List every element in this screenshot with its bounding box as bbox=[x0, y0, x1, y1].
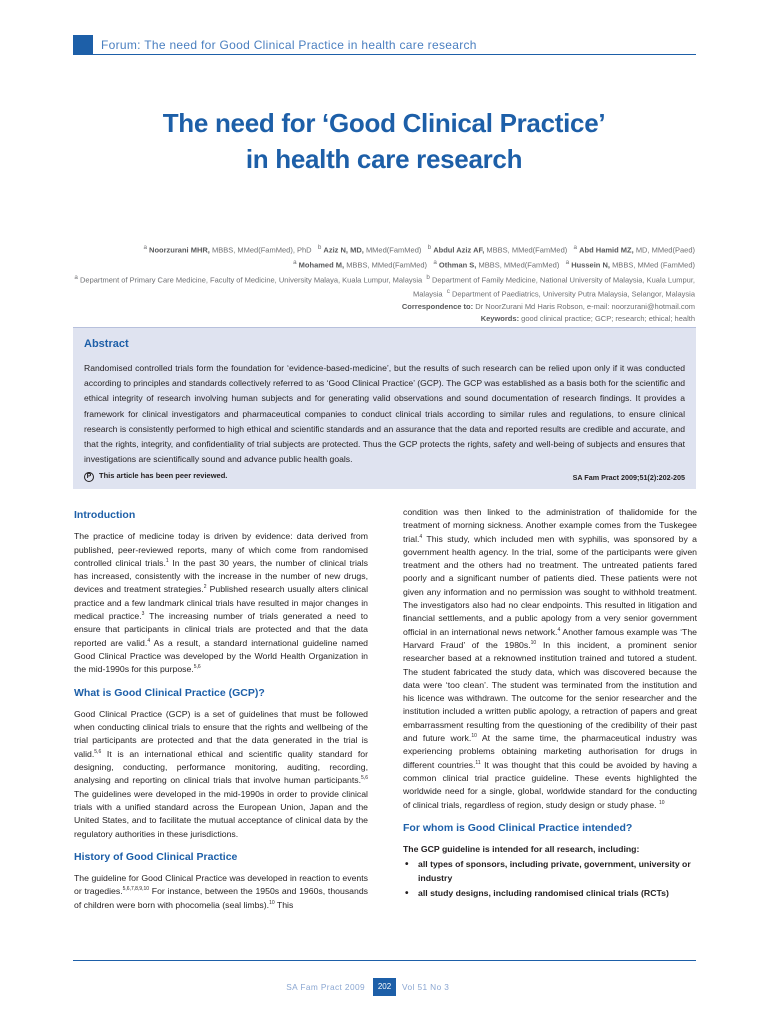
footer-volume: Vol 51 No 3 bbox=[402, 982, 450, 992]
header-block bbox=[73, 35, 93, 55]
right-column bbox=[403, 506, 697, 900]
intro-paragraph: The practice of medicine today is driven by evidence: data derived from published, peer-reviewed reports, many of which come from randomised controlled clinical trials.$^1$ In the past 30 years, the number of clinical trials has increased, consistently with the increase in the number of new drugs, devices and treatment strategies.$^2$ Published research usually alters clinical practice and a few landmark clinical trials have resulted in major changes in medical practice.$^3$ The increasing number of trials generated a need to ensure that participants in clinical trials are protected and that the data reported are valid.$^4$ As a result, a standard international guideline named Good Clinical Practice was developed by the World Health Organization in the mid-1990s for this purpose.$^{5,6}$ bbox=[74, 531, 368, 675]
header-title: The need for Good Clinical Practice in health care research bbox=[144, 38, 477, 52]
footer-journal: SA Fam Pract 2009 bbox=[286, 982, 365, 992]
what-is-heading: What is Good Clinical Practice (GCP)? bbox=[74, 686, 265, 699]
journal-citation: SA Fam Pract 2009;51(2):202-205 bbox=[572, 473, 685, 482]
for-whom-heading: For whom is Good Clinical Practice intended? bbox=[403, 821, 633, 834]
correspondence-email[interactable]: Dr NoorZurani Md Haris Robson, e-mail: noorzurani@hotmail.com bbox=[475, 302, 695, 312]
page-number: 202 bbox=[373, 978, 396, 996]
history-paragraph: The guideline for Good Clinical Practice was developed in reaction to events or tragedies.$^{5,6,7,8,9,10}$ For instance, between the 1950s and 1960s, thousands of children were born with phocomelia (seal limbs).$^{10}$ This bbox=[74, 873, 369, 910]
header-label: Forum: bbox=[101, 38, 141, 52]
list-item: • all types of sponsors, including private, government, university or industry bbox=[403, 858, 697, 885]
abstract-body: Randomised controlled trials form the foundation for ‘evidence-based-medicine’, but the results of such research can be relied upon only if it was conducted according to principles and standards collectively referred to as ‘Good Clinical Practice’ (GCP). The GCP was established as a basis both for the scientific and ethical integrity of research involving human subjects and for generating valid observations and sound documentation of research findings. It provides a framework for clinical investigators and pharmaceutical companies to conduct clinical trials according to similar rules and regulations, to ensure clinical research is consistently performed to high ethical and scientific standards and an assurance that the data and reported results are credible and accurate, and that the rights, integrity, and confidentiality of trial subjects are protected. Thus the GCP protects the rights, safety and well-being of subjects and ensures that investigations are scientifically sound and advance public health goals. bbox=[84, 363, 685, 465]
what-is-paragraph: Good Clinical Practice (GCP) is a set of guidelines that must be followed when conducting clinical trials to ensure that the rights and wellbeing of the trial participants are protected and that the data generated in the trial is valid.$^{5,6}$ It is an international ethical and scientific quality standard for designing, conducting, performance monitoring, auditing, recording, analysing and reporting on clinical trials that involve human participants.$^{5,6}$ The guidelines were developed in the mid-1990s in order to provide clinical trials with a unified standard across the European Union, Japan and the United States, and to facilitate the mutual acceptance of clinical data by the regulatory authorities in these jurisdictions. bbox=[74, 708, 368, 839]
peer-review-icon: P bbox=[84, 472, 94, 482]
author-block bbox=[55, 242, 695, 326]
correspondence: Correspondence to: Dr NoorZurani Md Haris Robson, e-mail: noorzurani@hotmail.com bbox=[401, 302, 695, 312]
intro-heading: Introduction bbox=[74, 509, 136, 521]
keywords: Keywords: good clinical practice; GCP; research; ethical; health bbox=[480, 314, 695, 324]
abstract-box bbox=[73, 327, 696, 489]
running-header bbox=[101, 38, 477, 52]
author-line-2: $^a$ Mohamed M, MBBS, MMed(FamMed) $^a$ Othman S, MBBS, MMed(FamMed) $^a$ Hussein N, MBBS, MMed (FamMed) bbox=[293, 258, 695, 270]
list-item: • all study designs, including randomised clinical trials (RCTs) bbox=[403, 887, 697, 900]
peer-review-note: P This article has been peer reviewed. bbox=[84, 471, 227, 482]
affiliation-line-1: $^a$ Department of Primary Care Medicine, Faculty of Medicine, University Malaya, Kuala Lumpur, Malaysia $^b$ Department of Family Medicine, National University of Malaysia, Kuala Lumpur, bbox=[74, 273, 695, 285]
footer-rule bbox=[73, 960, 696, 961]
header-rule bbox=[93, 54, 696, 55]
article-title-line2: in health care research bbox=[245, 144, 523, 174]
abstract-heading: Abstract bbox=[84, 338, 129, 350]
for-whom-list bbox=[403, 858, 697, 900]
article-title-line1: The need for ‘Good Clinical Practice’ bbox=[162, 108, 606, 138]
history-heading: History of Good Clinical Practice bbox=[74, 850, 238, 863]
left-column bbox=[74, 506, 368, 912]
affiliation-line-2: Malaysia $^c$ Department of Paediatrics, University Putra Malaysia, Selangor, Malaysia bbox=[412, 288, 695, 299]
author-line-1: $^a$ Noorzurani MHR, MBBS, MMed(FamMed), PhD $^b$ Aziz N, MD, MMed(FamMed) $^b$ Abdul Aziz AF, MBBS, MMed(FamMed) $^a$ Abd Hamid MZ, MD, MMed(Paed) bbox=[143, 244, 695, 255]
history-continued-paragraph: condition was then linked to the administration of thalidomide for the treatment of morning sickness. Another example comes from the Tuskegee trial.$^4$ This study, which included men with syphilis, was sponsored by a government health agency. In the trial, some of the participants were given treatment and the others had no treatment. The untreated patients fared poorly and a significant number of patients died. These patients were not given any information and no permission was sought to withhold treatment. The investigators also had no clear endpoints. This resulted in litigation and financial settlements, and a public apology from a very senior government official in an international news network.$^4$ Another famous example was ‘The Harvard Fraud’ of the 1980s.$^{10}$ In this incident, a prominent senior researcher based at a reknowned institution trained and tutored a student. The student fabricated the study data, which was discovered because the data were ‘too clean’. The student was terminated from the institution and his licence was withdrawn. The outcome for the senior researcher and the institution included a written public apology, a retraction of papers and great embarrassment resulting from the questioning of the credibility of their past and future work.$^{10}$ At the same time, the pharmaceutical industry was experiencing problems obtaining marketing authorisation for drugs in different countries.$^{11}$ It was thought that this could be avoided by having a common clinical trial practice guideline. These events highlighted the worldwide need for a single, global, worldwide standard for the conducting of clinical trials, regardless of region, study design or study phase. $^{10}$ bbox=[403, 507, 698, 810]
for-whom-lead: The GCP guideline is intended for all research, including: bbox=[403, 844, 640, 855]
